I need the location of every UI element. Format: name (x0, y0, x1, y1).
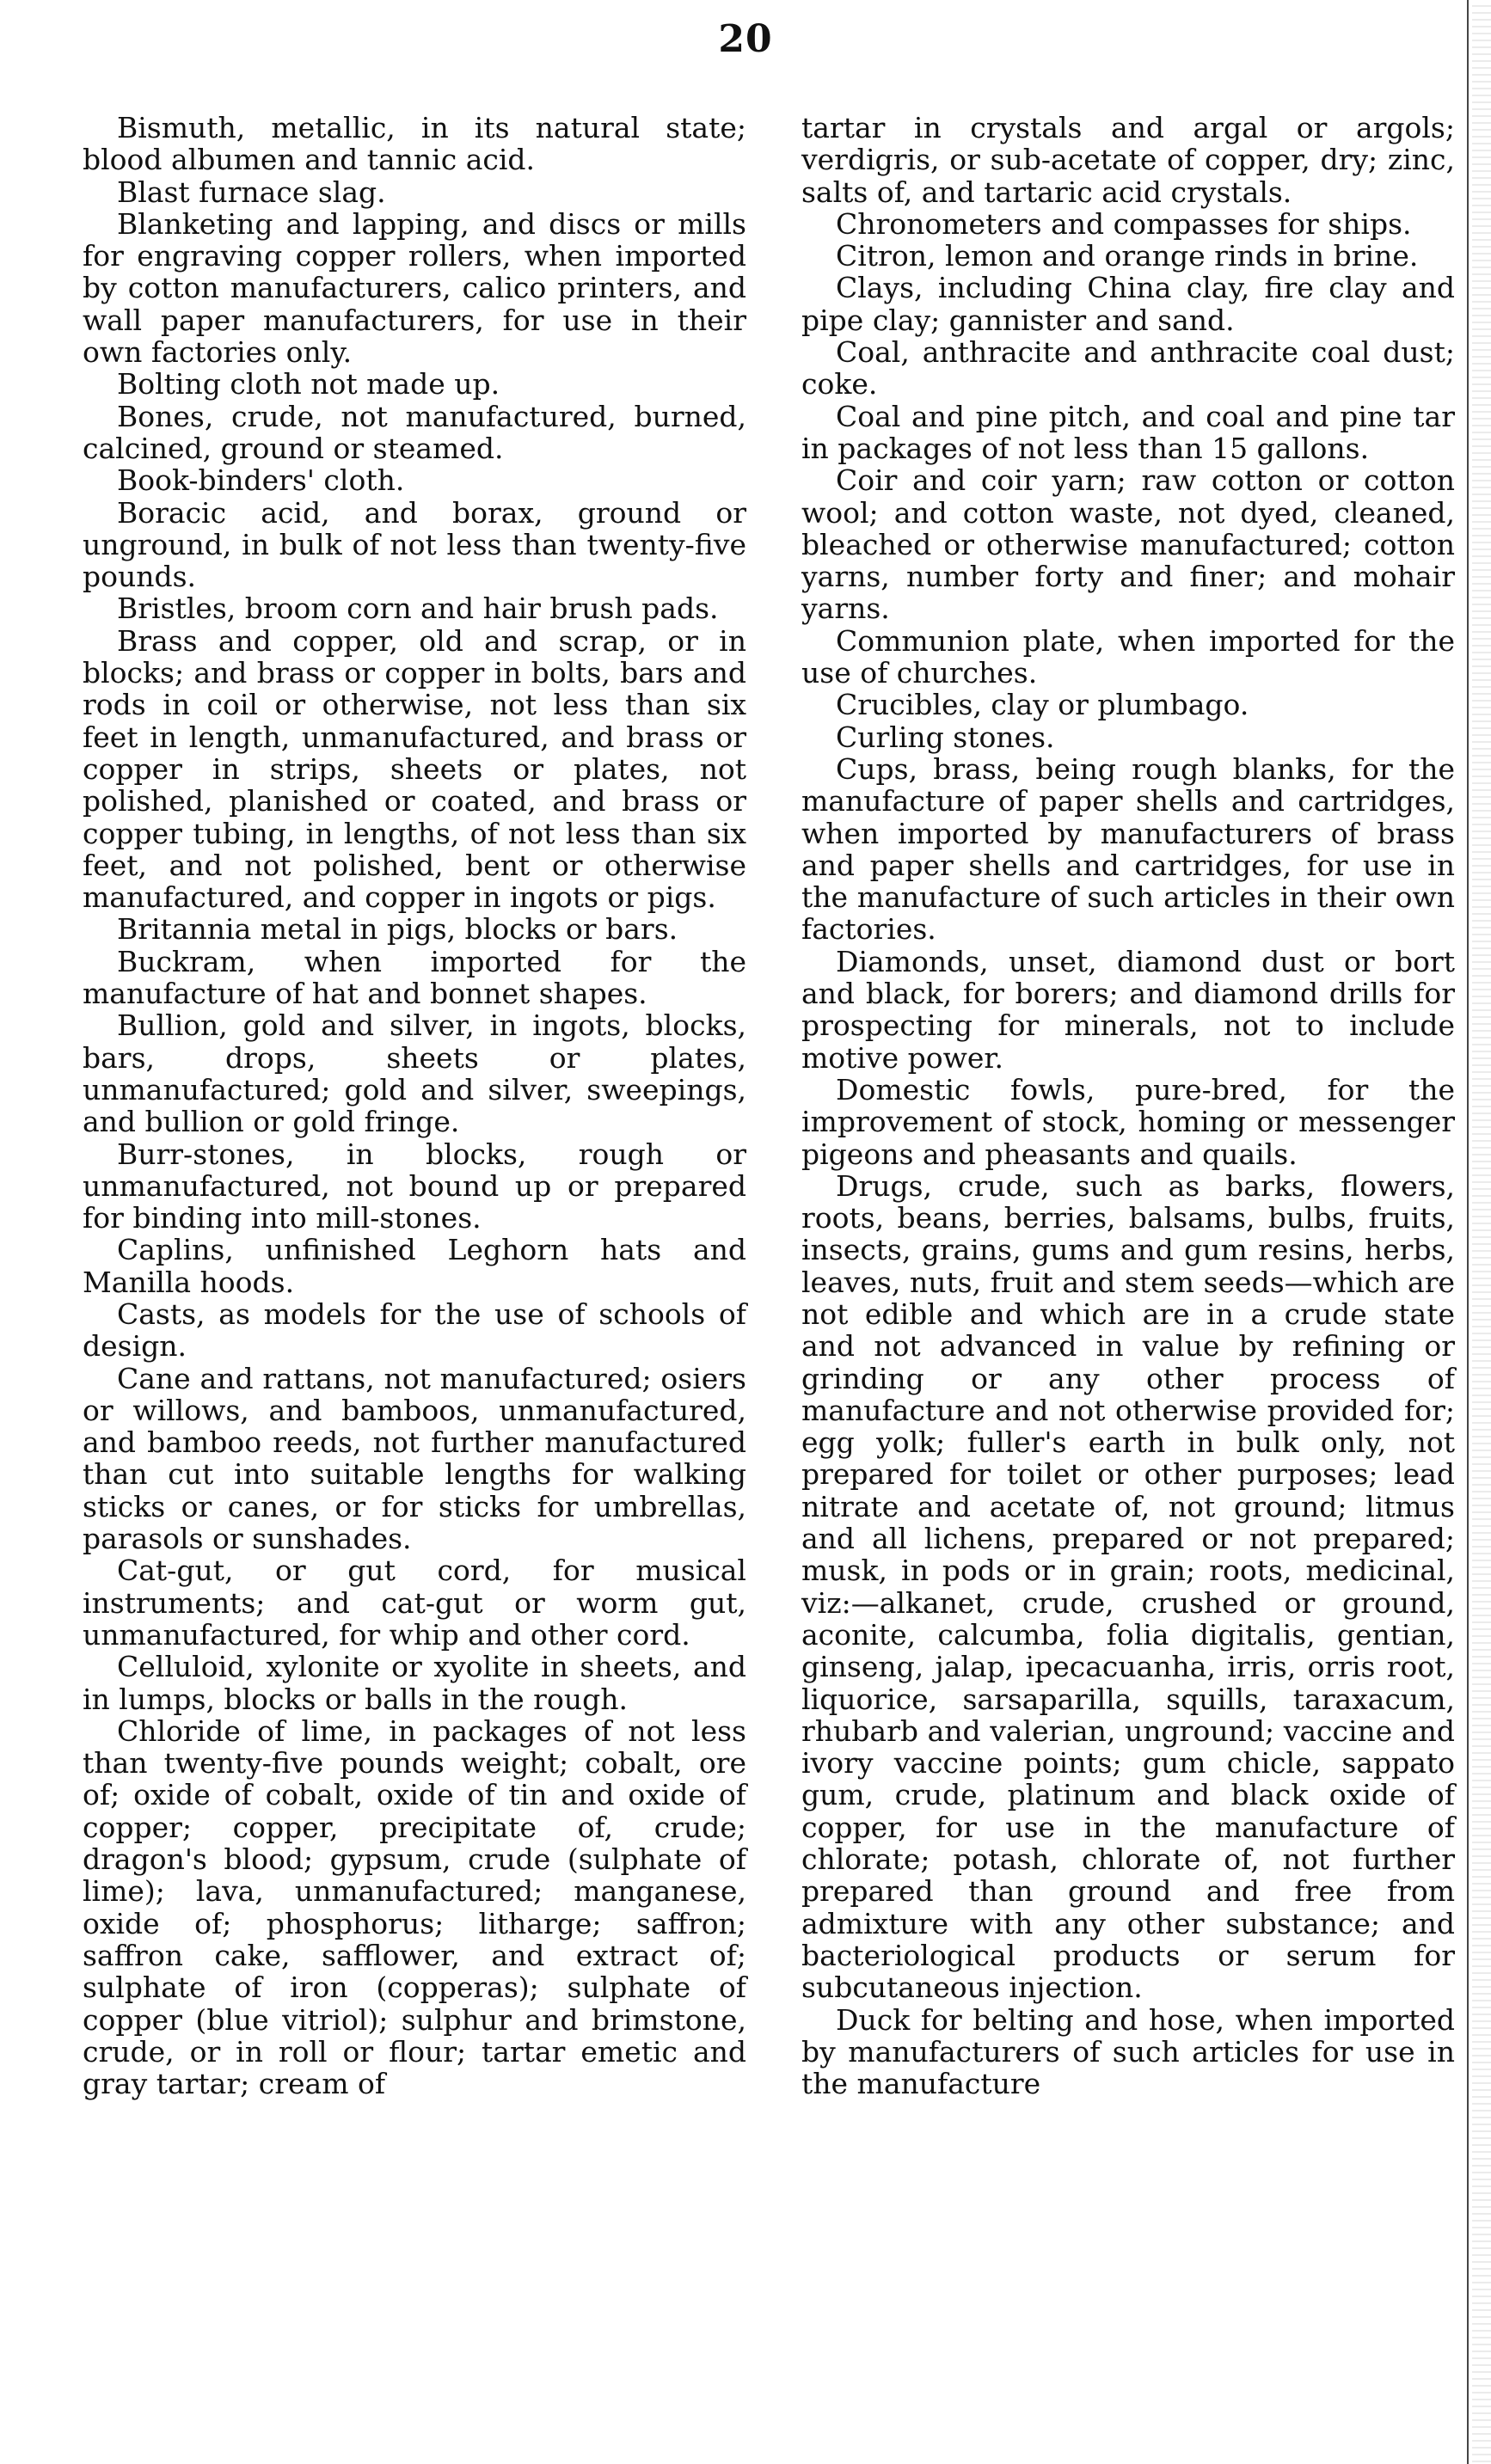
tariff-entry: Book-binders' cloth. (117, 463, 405, 498)
tariff-entry: Bones, crude, not manufactured, burned, calcined, ground or steamed. (83, 399, 746, 465)
left-column (83, 112, 746, 2099)
tariff-entry: Celluloid, xylonite or xyolite in sheets, and in lumps, blocks or balls in the rough. (83, 1650, 746, 1716)
tariff-entry: Britannia metal in pigs, blocks or bars. (117, 912, 678, 947)
tariff-entry-continuation: tartar in crystals and argal or argols; verdigris, or sub-acetate of copper, dry; zinc, salts of, and tartaric acid crystals. (801, 111, 1455, 209)
tariff-entry: Coal and pine pitch, and coal and pine tar in packages of not less than 15 gallons. (801, 399, 1455, 465)
tariff-entry: Crucibles, clay or plumbago. (836, 688, 1249, 722)
tariff-entry: Bristles, broom corn and hair brush pads. (117, 591, 719, 626)
tariff-entry: Duck for belting and hose, when imported by manufacturers of such articles for use in the manufacture (801, 2002, 1455, 2101)
tariff-entry: Burr-stones, in blocks, rough or unmanufactured, not bound up or prepared for binding into mill-stones. (83, 1137, 746, 1235)
tariff-entry: Buckram, when imported for the manufacture of hat and bonnet shapes. (83, 944, 746, 1011)
page-edge-line (1467, 0, 1469, 2464)
tariff-entry: Cane and rattans, not manufactured; osiers or willows, and bamboos, unmanufactured, and bamboo reeds, not further manufactured than cut into suitable lengths for walking sticks or canes, or for sticks for umbrellas, parasols or sunshades. (83, 1361, 746, 1556)
tariff-entry: Bismuth, metallic, in its natural state; blood albumen and tannic acid. (83, 111, 746, 177)
page-number: 20 (718, 17, 773, 61)
tariff-entry: Diamonds, unset, diamond dust or bort and black, for borers; and diamond drills for prospecting for minerals, not to include motive power. (801, 944, 1455, 1075)
tariff-entry: Drugs, crude, such as barks, flowers, roots, beans, berries, balsams, bulbs, fruits, insects, grains, gums and gum resins, herbs, leaves, nuts, fruit and stem seeds—which are not edible and which are in a crude state and not advanced in value by refining or grinding or any other process of manufacture and not otherwise provided for; egg yolk; fuller's earth in bulk only, not prepared for toilet or other purposes; lead nitrate and acetate of, not ground; litmus and all lichens, prepared or not prepared; musk, in pods or in grain; roots, medicinal, viz:—alkanet, crude, crushed or ground, aconite, calcumba, folia digitalis, gentian, ginseng, jalap, ipecacuanha, irris, orris root, liquorice, sarsaparilla, squills, taraxacum, rhubarb and valerian, unground; vaccine and ivory vaccine points; gum chicle, sappato gum, crude, platinum and black oxide of copper, for use in the manufacture of chlorate; potash, chlorate of, not further prepared than ground and free from admixture with any other substance; and bacteriological products or serum for subcutaneous injection. (801, 1168, 1455, 2005)
tariff-entry: Caplins, unfinished Leghorn hats and Manilla hoods. (83, 1233, 746, 1299)
tariff-entry: Coir and coir yarn; raw cotton or cotton wool; and cotton waste, not dyed, cleaned, bleached or otherwise manufactured; cotton yarns, number forty and finer; and mohair yarns. (801, 463, 1455, 626)
tariff-entry: Blanketing and lapping, and discs or mills for engraving copper rollers, when imported by cotton manufacturers, calico printers, and wall paper manufacturers, for use in their own factories only. (83, 206, 746, 370)
tariff-entry: Domestic fowls, pure-bred, for the improvement of stock, homing or messenger pigeons and pheasants and quails. (801, 1072, 1455, 1171)
tariff-entry: Communion plate, when imported for the use of churches. (801, 623, 1455, 690)
tariff-entry: Boracic acid, and borax, ground or unground, in bulk of not less than twenty-five pounds. (83, 495, 746, 594)
tariff-entry: Cups, brass, being rough blanks, for the manufacture of paper shells and cartridges, when imported by manufacturers of brass and paper shells and cartridges, for use in the manufacture of such articles in their own factories. (801, 751, 1455, 947)
bleed-through-strip (1472, 0, 1491, 2464)
tariff-entry: Chronometers and compasses for ships. (836, 206, 1412, 241)
tariff-entry: Blast furnace slag. (117, 175, 386, 209)
right-column (801, 112, 1455, 2099)
tariff-entry: Bolting cloth not made up. (117, 367, 500, 401)
tariff-entry: Chloride of lime, in packages of not less than twenty-five pounds weight; cobalt, ore of; oxide of cobalt, oxide of tin and oxide of copper; copper, precipitate of, crude; dragon's blood; gypsum, crude (sulphate of lime); lava, unmanufactured; manganese, oxide of; phosphorus; litharge; saffron; saffron cake, safflower, and extract of; sulphate of iron (copperas); sulphate of copper (blue vitriol); sulphur and brimstone, crude, or in roll or flour; tartar emetic and gray tartar; cream of (83, 1713, 746, 2101)
tariff-entry: Citron, lemon and orange rinds in brine. (836, 239, 1419, 273)
tariff-entry: Cat-gut, or gut cord, for musical instruments; and cat-gut or worm gut, unmanufactured, for whip and other cord. (83, 1554, 746, 1652)
tariff-entry: Bullion, gold and silver, in ingots, blocks, bars, drops, sheets or plates, unmanufactured; gold and silver, sweepings, and bullion or gold fringe. (83, 1008, 746, 1139)
tariff-entry: Clays, including China clay, fire clay and pipe clay; gannister and sand. (801, 271, 1455, 337)
tariff-entry: Casts, as models for the use of schools of design. (83, 1296, 746, 1364)
tariff-entry: Coal, anthracite and anthracite coal dust; coke. (801, 335, 1455, 401)
tariff-entry: Curling stones. (836, 720, 1055, 754)
tariff-entry: Brass and copper, old and scrap, or in blocks; and brass or copper in bolts, bars and rods in coil or otherwise, not less than six feet in length, unmanufactured, and brass or copper in strips, sheets or plates, not polished, planished or coated, and brass or copper tubing, in lengths, of not less than six feet, and not polished, bent or otherwise manufactured, and copper in ingots or pigs. (83, 623, 746, 915)
